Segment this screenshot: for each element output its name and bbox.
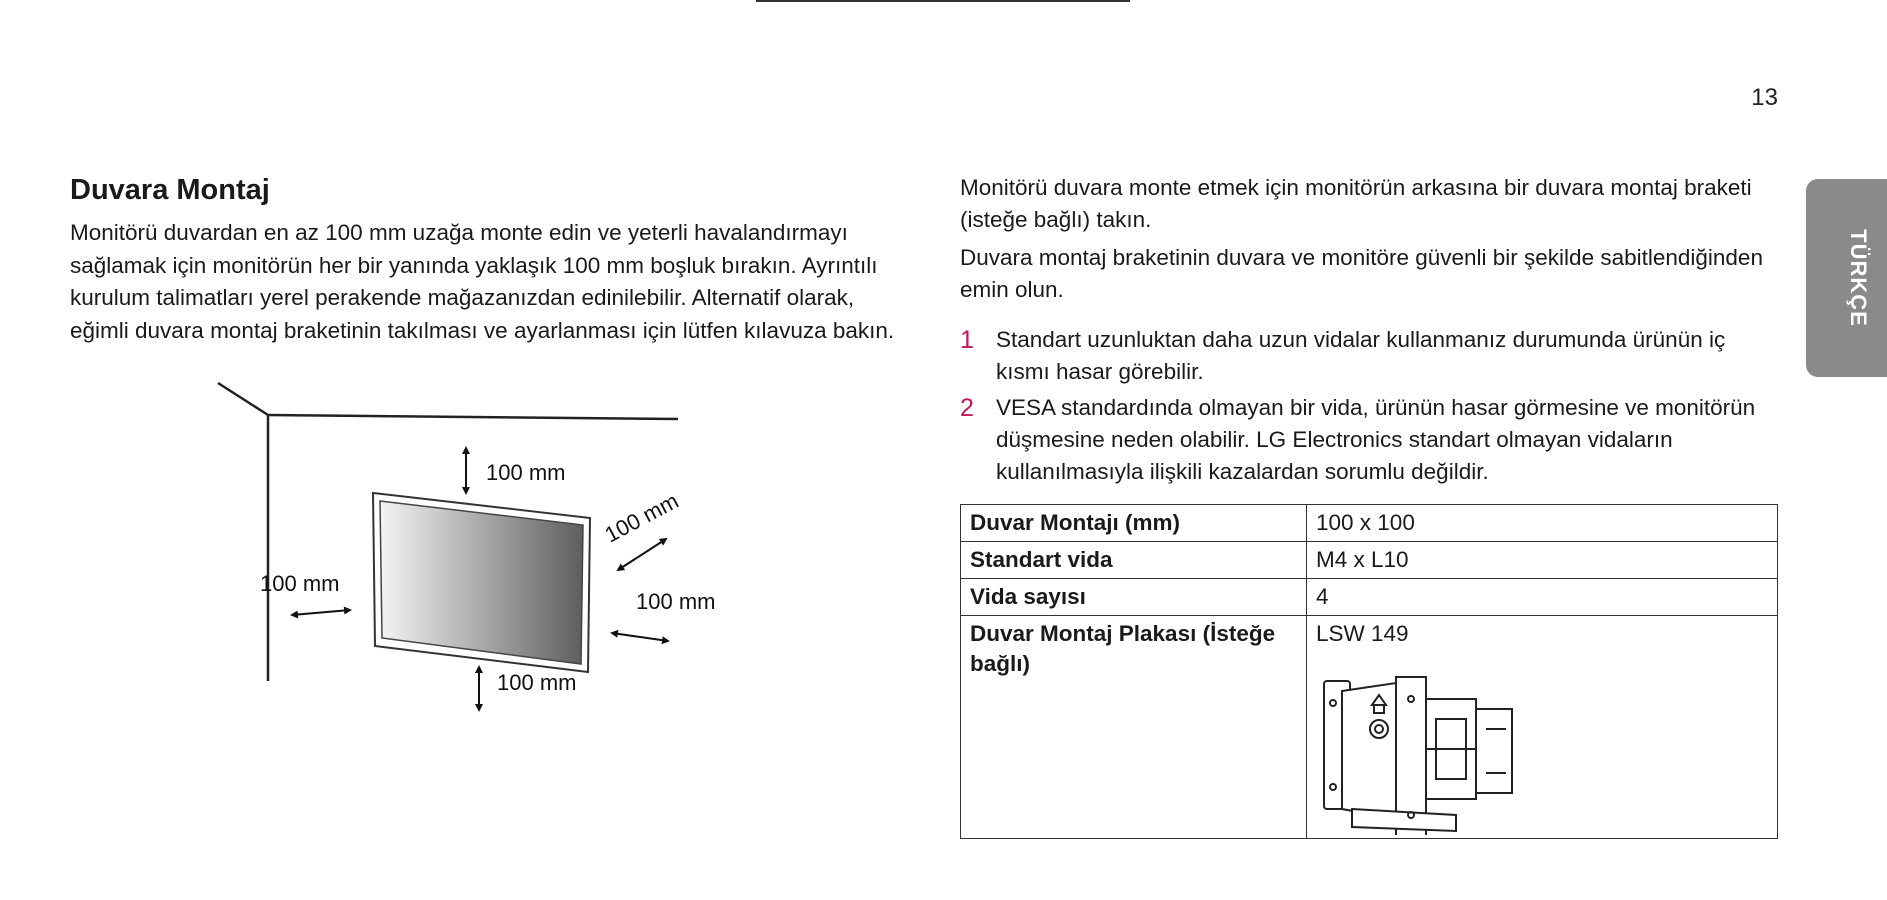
intro-paragraph: Monitörü duvardan en az 100 mm uzağa monte edin ve yeterli havalandırmayı sağlamak için monitörün her bir yanında yaklaşık 100 mm boşluk bırakın. Ayrıntılı kurulum talimatları yerel perakende mağazanızdan edinilebilir. Alternatif olarak, eğimli duvara montaj braketinin takılması ve ayarlanması için lütfen kılavuza bakın. bbox=[70, 220, 895, 343]
note-number: 2 bbox=[960, 394, 974, 422]
note-text: VESA standardında olmayan bir vida, ürünün hasar görmesine ve monitörün düşmesine neden olabilir. LG Electronics standart olmayan vidaların kullanılmasıyla ilişkili kazalardan sorumlu değildir. bbox=[996, 395, 1756, 484]
spec-value: M4 x L10 bbox=[1307, 542, 1778, 579]
secure-paragraph: Duvara montaj braketinin duvara ve monitöre güvenli bir şekilde sabitlendiğinden emin olun. bbox=[960, 245, 1763, 302]
table-row bbox=[961, 579, 1778, 616]
spec-value: LSW 149 bbox=[1316, 621, 1409, 646]
table-row bbox=[961, 542, 1778, 579]
right-column bbox=[960, 172, 1780, 492]
page-number: 13 bbox=[1751, 84, 1778, 111]
spec-value: 4 bbox=[1307, 579, 1778, 616]
wall-mount-clearance-diagram bbox=[200, 375, 720, 725]
note-number: 1 bbox=[960, 326, 974, 354]
spec-label: Standart vida bbox=[961, 542, 1307, 579]
note-item bbox=[960, 324, 1780, 388]
mount-paragraph: Monitörü duvara monte etmek için monitörün arkasına bir duvara montaj braketi (isteğe bağlı) takın. bbox=[960, 175, 1752, 232]
language-tab[interactable] bbox=[1806, 179, 1887, 377]
spec-value: 100 x 100 bbox=[1307, 505, 1778, 542]
note-item bbox=[960, 392, 1780, 488]
spec-label: Duvar Montajı (mm) bbox=[961, 505, 1307, 542]
spec-label: Vida sayısı bbox=[961, 579, 1307, 616]
label-bottom: 100 mm bbox=[497, 670, 577, 695]
table-row bbox=[961, 505, 1778, 542]
section-title: Duvara Montaj bbox=[70, 174, 270, 206]
monitor-illustration bbox=[373, 493, 590, 672]
spec-label: Duvar Montaj Plakası (İsteğe bağlı) bbox=[961, 616, 1307, 839]
notes-list bbox=[960, 324, 1780, 488]
label-left: 100 mm bbox=[260, 571, 340, 596]
spec-table bbox=[960, 504, 1778, 839]
note-text: Standart uzunluktan daha uzun vidalar kullanmanız durumunda ürünün iç kısmı hasar görebilir. bbox=[996, 327, 1726, 384]
language-tab-label: TÜRKÇE bbox=[1846, 229, 1871, 327]
top-rule bbox=[756, 0, 1130, 2]
spec-value-cell bbox=[1307, 616, 1778, 839]
label-top: 100 mm bbox=[486, 460, 566, 485]
wall-mount-plate-illustration bbox=[1316, 669, 1516, 835]
label-right: 100 mm bbox=[636, 589, 716, 614]
label-back: 100 mm bbox=[600, 488, 683, 548]
table-row bbox=[961, 616, 1778, 839]
